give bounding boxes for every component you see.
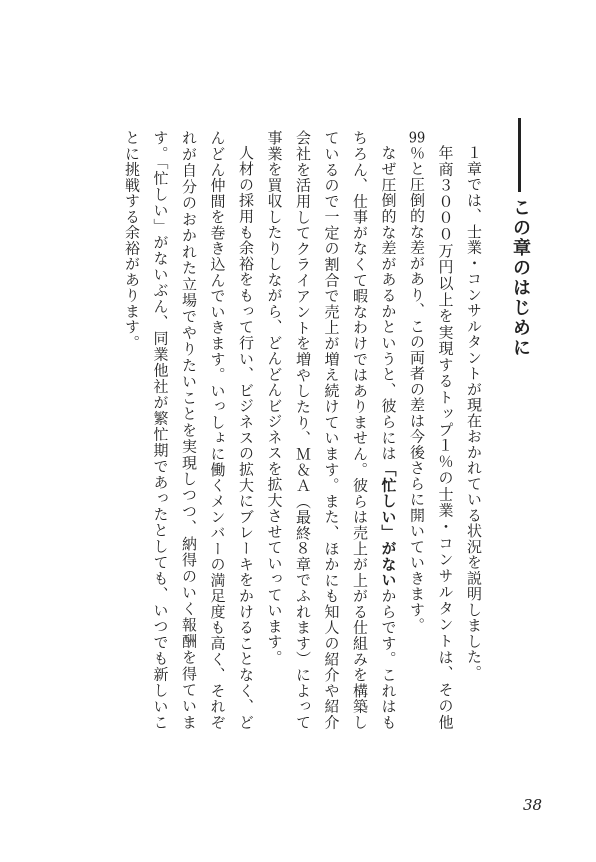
- emphasis-no-busy: 「忙しい」がない: [379, 461, 398, 588]
- chapter-intro-heading: この章のはじめに: [510, 198, 531, 358]
- paragraph-1: １章では、士業・コンサルタントが現在おかれている状況を説明しました。: [465, 145, 483, 681]
- paragraph-3: なぜ圧倒的な差があるかというと、彼らには「忙しい」がないからです。これはもちろん、仕事がなくて暇なわけではありません。彼らは売上が上がる仕組みを構築しているので一定の割合で売上が増え続けています。また、ほかにも知人の紹介や紹介会社を活用してクライアントを増やしたり、Ｍ＆Ａ（最終８章でふれます）によって事業を買収したりしながら、どんどんビジネスを拡大させていっています。: [265, 130, 398, 730]
- page-number: 38: [523, 796, 543, 814]
- paragraph-4: 人材の採用も余裕をもって行い、ビジネスの拡大にブレーキをかけることなく、どんどん仲間を巻き込んでいきます。いっしょに働くメンバーの満足度も高く、それぞれが自分のおかれた立場でやりたいことを実現しつつ、納得のいく報酬を得ています。「忙しい」がないぶん、同業他社が繁忙期であったとしても、いつでも新しいことに挑戦する余裕があります。: [123, 130, 255, 730]
- paragraph-2: 年商３０００万円以上を実現するトップ１％の士業・コンサルタントは、その他99％と圧倒的な差があり、この両者の差は今後さらに開いていきます。: [408, 130, 455, 731]
- heading-rule: [518, 118, 521, 192]
- body-text: [118, 130, 488, 730]
